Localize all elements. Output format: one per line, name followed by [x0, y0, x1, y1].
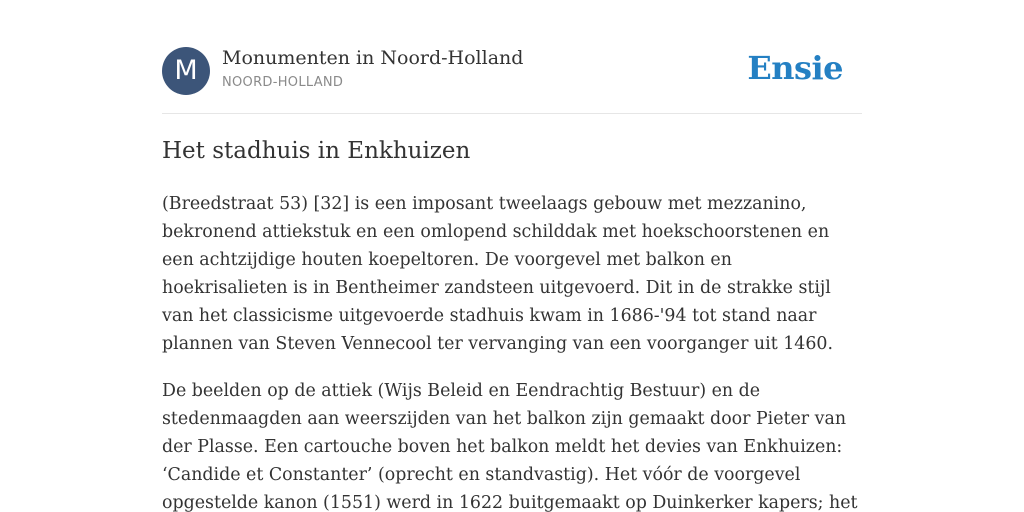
- header-divider: [162, 113, 862, 114]
- channel-subtitle: NOORD-HOLLAND: [222, 75, 344, 90]
- article-paragraph: (Breedstraat 53) [32] is een imposant tweelaags gebouw met mezzanino, bekronend attiekstuk en een omlopend schilddak met hoekschoorstenen en een achtzijdige houten koepeltoren. De voorgevel met balkon en hoekrisalieten is in Bentheimer zandsteen uitgevoerd. Dit in de strakke stijl van het classicisme uitgevoerde stadhuis kwam in 1686-'94 tot stand naar plannen van Steven Vennecool ter vervanging van een voorganger uit 1460.: [162, 194, 833, 354]
- ensie-logo[interactable]: Ensie: [747, 49, 843, 87]
- channel-title[interactable]: Monumenten in Noord-Holland: [222, 47, 524, 69]
- article-title: Het stadhuis in Enkhuizen: [162, 138, 471, 164]
- channel-header: [162, 47, 862, 97]
- avatar[interactable]: M: [162, 47, 210, 95]
- article-paragraph: De beelden op de attiek (Wijs Beleid en Eendrachtig Bestuur) en de stedenmaagden aan weerszijden van het balkon zijn gemaakt door Pieter van der Plasse. Een cartouche boven het balkon meldt het devies van Enkhuizen: ‘Candide et Constanter’ (oprecht en standvastig). Het vóór de voorgevel opgestelde kanon (1551) werd in 1622 buitgemaakt op Duinkerker kapers; het: [162, 381, 858, 512]
